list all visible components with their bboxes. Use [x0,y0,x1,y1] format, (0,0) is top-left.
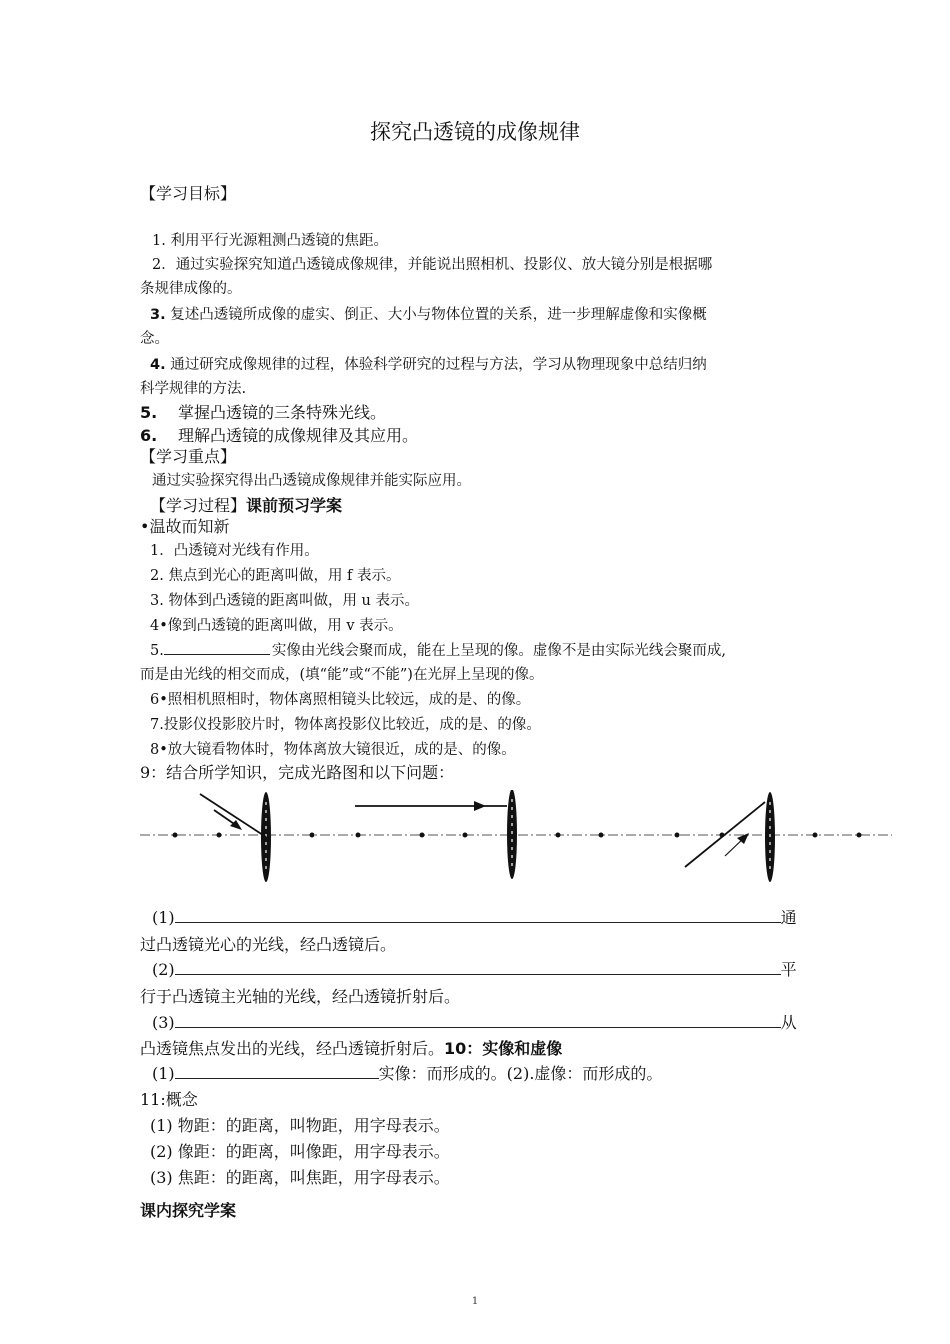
axis-point [356,833,361,838]
review-q5-text: 实像由光线会聚而成，能在上呈现的像。虚像不是由实际光线会聚而成, [271,643,726,659]
axis-point [599,833,604,838]
answer-1-label: (1) [152,908,175,927]
goal-item-3-number: 3. [150,307,166,323]
review-q3: 3. 物体到凸透镜的距离叫做，用 u 表示。 [150,593,419,609]
q10-label: (1) [152,1064,175,1083]
q10-heading: 10：实像和虚像 [444,1039,563,1058]
goal-item-6-text: 理解凸透镜的成像规律及其应用。 [178,426,419,445]
answer-2-blank[interactable] [175,959,781,975]
goal-item-4-text: 通过研究成像规律的过程，体验科学研究的过程与方法，学习从物理现象中总结归纳 [165,357,707,373]
goal-item-1: 1. 利用平行光源粗测凸透镜的焦距。 [152,233,388,249]
concept-focal-length: (3) 焦距：的距离，叫焦距，用字母表示。 [150,1168,450,1187]
goal-item-3-line-2: 念。 [140,331,169,347]
review-q7: 7.投影仪投影胶片时，物体离投影仪比较近，成的是、的像。 [150,717,541,733]
axis-point [420,833,425,838]
review-q6: 6•照相机照相时，物体离照相镜头比较远，成的是、的像。 [150,692,531,708]
axis-point [173,833,178,838]
lens-ray-diagrams [140,790,900,890]
answer-2-line-2: 行于凸透镜主光轴的光线，经凸透镜折射后。 [140,987,461,1006]
review-q5-line-1 [150,639,726,660]
goal-item-6 [140,423,418,446]
answer-3-cont: 凸透镜焦点发出的光线，经凸透镜折射后。 [140,1039,445,1058]
page-number: 1 [471,1296,479,1307]
goal-item-6-number: 6. [140,426,158,445]
focus-heading: 【学习重点】 [140,447,237,466]
q10-line [152,1061,662,1084]
answer-1-line-1 [152,905,797,928]
review-q4: 4•像到凸透镜的距离叫做，用 v 表示。 [150,618,403,634]
axis-point [675,833,680,838]
review-q8: 8•放大镜看物体时，物体离放大镜很近，成的是、的像。 [150,742,516,758]
ray-through-center [200,794,266,837]
answer-1-end: 通 [780,908,797,927]
answer-3-line-2 [140,1036,562,1059]
axis-point [310,833,315,838]
goal-item-5-text: 掌握凸透镜的三条特殊光线。 [178,403,387,422]
goal-item-3-text: 复述凸透镜所成像的虚实、倒正、大小与物体位置的关系，进一步理解虚像和实像概 [165,307,707,323]
goal-item-5-number: 5. [140,403,158,422]
goal-item-4-number: 4. [150,357,166,373]
axis-point [813,833,818,838]
answer-3-end: 从 [780,1013,797,1032]
goal-item-3-line-1 [150,303,707,324]
q10-blank[interactable] [175,1063,379,1079]
arrowheads [230,801,749,844]
focus-text: 通过实验探究得出凸透镜成像规律并能实际应用。 [152,473,471,489]
goal-item-4-line-1 [150,353,707,374]
inclass-heading: 课内探究学案 [140,1201,237,1220]
axis-point [556,833,561,838]
axis-point [217,833,222,838]
answer-1-blank[interactable] [175,907,781,923]
concept-object-distance: (1) 物距：的距离，叫物距，用字母表示。 [150,1116,450,1135]
answer-2-end: 平 [780,960,797,979]
page-title: 探究凸透镜的成像规律 [370,120,580,144]
answer-1-line-2: 过凸透镜光心的光线，经凸透镜后。 [140,935,397,954]
answer-3-label: (3) [152,1013,175,1032]
review-q5-number: 5. [150,643,164,659]
goals-heading: 【学习目标】 [140,184,237,203]
answer-3-line-1 [152,1010,797,1033]
convex-lenses [261,790,775,882]
review-heading: •温故而知新 [140,517,230,536]
process-heading-bracket: 【学习过程】 [150,496,247,515]
goal-item-4-line-2: 科学规律的方法. [140,381,247,397]
process-heading [150,493,342,516]
review-q5-line-2: 而是由光线的相交而成，(填“能”或“不能”)在光屏上呈现的像。 [140,667,544,683]
q11-heading: 11:概念 [140,1090,198,1109]
answer-2-label: (2) [152,960,175,979]
axis-point [857,833,862,838]
q10-text: 实像：而形成的。(2).虚像：而形成的。 [378,1064,663,1083]
review-q9: 9：结合所学知识，完成光路图和以下问题： [140,763,455,782]
concept-image-distance: (2) 像距：的距离，叫像距，用字母表示。 [150,1142,450,1161]
review-q2: 2. 焦点到光心的距离叫做，用 f 表示。 [150,568,401,584]
answer-3-blank[interactable] [175,1012,781,1028]
review-q5-blank[interactable] [164,639,270,655]
review-q1: 1．凸透镜对光线有作用。 [150,543,319,559]
axis-point [463,833,468,838]
goal-item-2-line-2: 条规律成像的。 [140,281,242,297]
arrowhead [474,801,486,811]
answer-2-line-1 [152,957,797,980]
process-heading-title: 课前预习学案 [246,496,343,515]
goal-item-5 [140,400,386,423]
goal-item-2-line-1: 2．通过实验探究知道凸透镜成像规律，并能说出照相机、投影仪、放大镜分别是根据哪 [152,257,713,273]
